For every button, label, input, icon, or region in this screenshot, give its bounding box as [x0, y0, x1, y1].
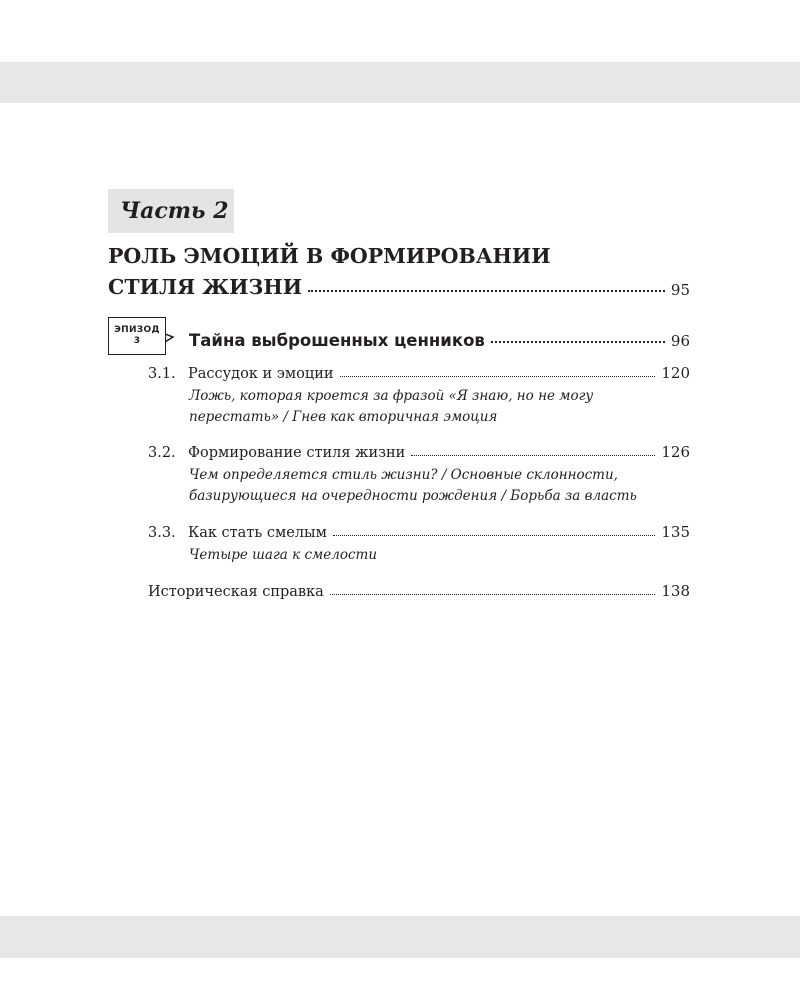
entry-title: Как стать смелым: [188, 525, 327, 541]
entry-page-number: 120: [661, 364, 690, 382]
toc-entry-3-2[interactable]: [148, 439, 690, 461]
entry-description: [189, 465, 659, 507]
episode-arrow-icon: [165, 322, 183, 350]
dot-leader: [330, 594, 656, 595]
entry-description: [189, 545, 659, 566]
episode-badge-word: ЭПИЗОД: [114, 325, 160, 335]
toc-entry-3-1[interactable]: [148, 360, 690, 382]
entry-title: Рассудок и эмоции: [188, 366, 334, 382]
dot-leader: [491, 341, 665, 343]
entry-number: 3.2.: [148, 445, 176, 461]
entry-number: 3.3.: [148, 525, 176, 541]
entry-description-line: Ложь, которая кроется за фразой «Я знаю, но не могу: [189, 388, 594, 404]
section-title-line1: РОЛЬ ЭМОЦИЙ В ФОРМИРОВАНИИ: [108, 244, 551, 268]
dot-leader: [333, 535, 655, 536]
entry-number: 3.1.: [148, 366, 176, 382]
dot-leader: [340, 376, 656, 377]
toc-entry-3-3[interactable]: [148, 519, 690, 541]
entry-page-number: 135: [661, 523, 690, 541]
episode-row[interactable]: [189, 322, 690, 350]
part-label: Часть 2: [108, 189, 234, 233]
episode-badge-number: 3: [133, 336, 141, 346]
entry-description-line: перестать» / Гнев как вторичная эмоция: [189, 409, 498, 425]
toc-entry-appendix[interactable]: [148, 578, 690, 600]
entry-page-number: 126: [661, 443, 690, 461]
episode-title: Тайна выброшенных ценников: [189, 331, 485, 350]
entry-description: [189, 386, 659, 428]
entry-description-line: Четыре шага к смелости: [189, 547, 378, 563]
episode-page-number: 96: [670, 332, 690, 350]
section-title-line2: СТИЛЯ ЖИЗНИ: [108, 275, 303, 299]
appendix-page-number: 138: [661, 582, 690, 600]
appendix-title: Историческая справка: [148, 584, 324, 600]
dot-leader: [308, 290, 665, 292]
dot-leader: [411, 455, 655, 456]
episode-badge: [108, 317, 166, 355]
top-band: [0, 62, 800, 103]
bottom-band: [0, 916, 800, 958]
entry-description-line: базирующиеся на очередности рождения / Борьба за власть: [189, 488, 637, 504]
entry-description-line: Чем определяется стиль жизни? / Основные склонности,: [189, 467, 618, 483]
entry-title: Формирование стиля жизни: [188, 445, 406, 461]
section-title-row[interactable]: [108, 269, 690, 299]
section-page-number: 95: [670, 281, 690, 299]
